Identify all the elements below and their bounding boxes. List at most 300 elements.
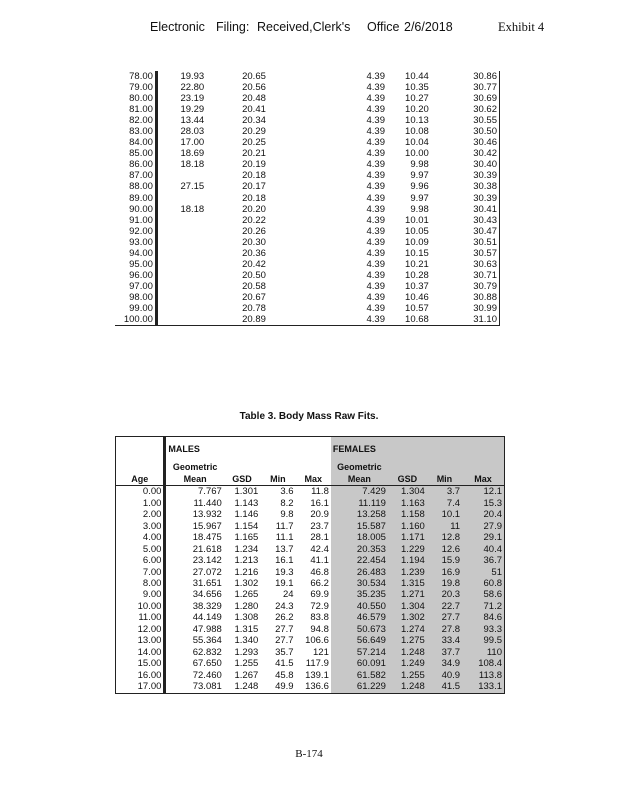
- table-row: [116, 578, 505, 589]
- table-row: [116, 555, 505, 566]
- table-row: [116, 498, 505, 509]
- table-cell: 1.163: [388, 498, 427, 509]
- table-cell: 4.39: [366, 314, 385, 326]
- table-cell: 20.353: [331, 544, 388, 555]
- table-cell: 1.301: [234, 486, 259, 498]
- table-cell: 1.275: [388, 635, 427, 646]
- table-cell: 20.78: [242, 303, 266, 314]
- table-cell: 10.13: [405, 115, 429, 127]
- table-cell: 17.00: [180, 137, 205, 149]
- table-cell: 1.248: [234, 681, 259, 693]
- table-cell: 1.267: [234, 669, 259, 681]
- table-cell: 30.86: [473, 71, 497, 83]
- table-cell: 10.57: [405, 303, 429, 314]
- table-cell: 2.00: [116, 509, 165, 520]
- table-cell: 92.00: [115, 226, 156, 237]
- table3-group-row: [116, 444, 505, 455]
- table-cell: 14.00: [116, 647, 165, 658]
- table-cell: 20.36: [242, 247, 266, 259]
- table-row: [115, 170, 500, 181]
- table-cell: 83.8: [310, 612, 329, 624]
- table-cell: 1.308: [234, 612, 259, 624]
- table-cell: 15.00: [116, 658, 165, 669]
- table-cell: 4.00: [116, 532, 165, 543]
- table-cell: 10.44: [405, 71, 429, 83]
- table-cell: 1.213: [234, 555, 259, 567]
- table-cell: 13.44: [180, 115, 205, 127]
- table-cell: 27.7: [275, 635, 294, 647]
- table-cell: 56.649: [331, 635, 388, 646]
- table-cell: 3.6: [280, 486, 294, 498]
- table-cell: 1.280: [234, 600, 259, 612]
- col-header: Min: [260, 474, 295, 486]
- table-cell: 81.00: [115, 104, 156, 115]
- table-cell: 46.8: [310, 566, 329, 578]
- table-cell: 18.18: [180, 159, 205, 171]
- table-cell: 20.18: [242, 170, 266, 182]
- table-cell: 10.09: [405, 236, 429, 248]
- table-cell: 1.160: [388, 521, 427, 532]
- table-row: [115, 82, 500, 93]
- table-cell: 20.4: [462, 509, 504, 520]
- table-cell: 15.587: [331, 521, 388, 532]
- table-cell: 7.00: [116, 567, 165, 578]
- table-cell: 88.00: [115, 181, 156, 192]
- table-cell: 20.48: [242, 93, 266, 105]
- table-cell: 85.00: [115, 148, 156, 159]
- table-cell: 4.39: [366, 225, 385, 237]
- table-cell: 11.8: [311, 486, 329, 498]
- table-cell: 18.475: [192, 532, 222, 544]
- table-cell: 30.39: [473, 192, 497, 204]
- table-cell: 37.7: [427, 647, 462, 658]
- table-cell: 4.39: [366, 148, 385, 160]
- table-row: [115, 126, 500, 137]
- table-cell: 38.329: [192, 600, 222, 612]
- table-cell: 58.6: [462, 589, 504, 600]
- table-cell: 20.25: [242, 137, 266, 149]
- table-cell: 30.42: [473, 148, 497, 160]
- table-cell: 24: [282, 589, 294, 601]
- table-cell: 66.2: [310, 577, 329, 589]
- table-cell: 4.39: [366, 214, 385, 226]
- table-cell: 16.1: [310, 497, 329, 509]
- table-row: [115, 159, 500, 170]
- table-cell: 27.9: [462, 521, 504, 532]
- table-cell: 1.165: [234, 532, 259, 544]
- table3-header-row: [116, 474, 505, 486]
- table-cell: 1.255: [388, 670, 427, 681]
- table-cell: 4.39: [366, 303, 385, 314]
- table-row: [116, 509, 505, 520]
- table-cell: 27.8: [427, 624, 462, 635]
- table-cell: 9.97: [410, 192, 429, 204]
- table-cell: 41.5: [427, 681, 462, 693]
- table-cell: 24.3: [275, 600, 294, 612]
- table-cell: 100.00: [115, 314, 156, 326]
- table-cell: [156, 259, 206, 270]
- page-header: [0, 20, 618, 38]
- table-cell: 30.55: [473, 115, 497, 127]
- table-cell: 30.63: [473, 258, 497, 270]
- table-row: [115, 104, 500, 115]
- table-cell: 17.00: [116, 681, 165, 693]
- table-cell: 22.7: [427, 601, 462, 612]
- table-cell: 30.62: [473, 104, 497, 116]
- table-cell: 10.27: [405, 93, 429, 105]
- table-cell: 30.39: [473, 170, 497, 182]
- table-cell: 16.1: [275, 555, 294, 567]
- table-cell: 9.96: [410, 181, 429, 193]
- table-cell: 28.1: [310, 532, 329, 544]
- table-cell: 50.673: [331, 624, 388, 635]
- table-cell: 5.00: [116, 544, 165, 555]
- table-cell: 45.8: [275, 669, 294, 681]
- continued-data-table: [115, 71, 500, 326]
- table-cell: 4.39: [366, 291, 385, 303]
- table-cell: 20.34: [242, 115, 266, 127]
- table-cell: 9.00: [116, 589, 165, 600]
- table-cell: 11.1: [275, 532, 294, 544]
- table-cell: 1.158: [388, 509, 427, 520]
- table-cell: 117.9: [305, 658, 329, 670]
- table-cell: 139.1: [305, 669, 329, 681]
- table-cell: 4.39: [366, 269, 385, 281]
- table-cell: 8.00: [116, 578, 165, 589]
- table-cell: 1.340: [234, 635, 259, 647]
- table-cell: 13.7: [275, 543, 294, 555]
- table-row: [116, 670, 505, 681]
- table-cell: 10.1: [427, 509, 462, 520]
- table-cell: 23.19: [180, 93, 205, 105]
- table-row: [116, 647, 505, 658]
- table-row: [115, 270, 500, 281]
- table-cell: 82.00: [115, 115, 156, 126]
- table-cell: [156, 226, 206, 237]
- table-cell: 96.00: [115, 270, 156, 281]
- table-row: [116, 544, 505, 555]
- table-cell: 26.2: [275, 612, 294, 624]
- table-cell: 30.71: [473, 269, 497, 281]
- table-row: [115, 248, 500, 259]
- table-cell: 20.50: [242, 269, 266, 281]
- table-cell: 1.00: [116, 498, 165, 509]
- table-cell: [156, 193, 206, 204]
- table-cell: 1.248: [388, 681, 427, 693]
- table-cell: 108.4: [462, 658, 504, 669]
- table-cell: 1.293: [234, 646, 259, 658]
- table-cell: 10.46: [405, 291, 429, 303]
- table-cell: 30.57: [473, 247, 497, 259]
- table-cell: 20.30: [242, 236, 266, 248]
- table-row: [116, 521, 505, 532]
- table-row: [116, 486, 505, 498]
- females-geometric-label: Geometric: [331, 462, 388, 473]
- table-cell: 4.39: [366, 126, 385, 138]
- table-cell: 72.460: [192, 669, 222, 681]
- table-cell: 1.302: [388, 612, 427, 623]
- table-cell: 20.41: [242, 104, 266, 116]
- table-cell: 61.229: [331, 681, 388, 693]
- table-cell: 20.17: [242, 181, 266, 193]
- table-cell: 11.440: [193, 497, 222, 509]
- table-row: [115, 237, 500, 248]
- table-cell: 1.249: [388, 658, 427, 669]
- table-cell: 69.9: [310, 589, 329, 601]
- table-cell: [156, 215, 206, 226]
- table-row: [115, 292, 500, 303]
- table-cell: 110: [462, 647, 504, 658]
- table-cell: 23.7: [310, 520, 329, 532]
- table-cell: 83.00: [115, 126, 156, 137]
- table-cell: 80.00: [115, 93, 156, 104]
- table3-spacer-row: [116, 437, 505, 445]
- table-cell: 133.1: [462, 681, 504, 693]
- table-cell: 30.41: [473, 203, 497, 215]
- table-cell: 9.97: [410, 170, 429, 182]
- col-header: Mean: [165, 474, 224, 486]
- table-cell: 97.00: [115, 281, 156, 292]
- table-cell: 20.29: [242, 126, 266, 138]
- table-cell: 4.39: [366, 137, 385, 149]
- table-cell: 20.9: [310, 509, 329, 521]
- header-received: Received,Clerk's: [257, 20, 351, 34]
- table-row: [115, 204, 500, 215]
- table-cell: 1.154: [234, 520, 259, 532]
- table-cell: 15.3: [462, 498, 504, 509]
- table-cell: 87.00: [115, 170, 156, 181]
- table-cell: 19.8: [427, 578, 462, 589]
- table-cell: 7.767: [198, 486, 222, 498]
- table-cell: 51: [462, 567, 504, 578]
- table-cell: 4.39: [366, 82, 385, 94]
- table-cell: 99.00: [115, 303, 156, 314]
- table-row: [115, 215, 500, 226]
- table-row: [115, 281, 500, 292]
- col-header: GSD: [224, 474, 260, 486]
- table-cell: [156, 281, 206, 292]
- table-cell: 1.171: [388, 532, 427, 543]
- table-cell: 30.46: [473, 137, 497, 149]
- table-cell: 95.00: [115, 259, 156, 270]
- table-cell: 72.9: [310, 600, 329, 612]
- table-cell: 1.234: [234, 543, 259, 555]
- table-cell: 86.00: [115, 159, 156, 170]
- table-row: [115, 181, 500, 192]
- table-cell: 71.2: [462, 601, 504, 612]
- body-mass-table: [115, 436, 505, 694]
- table-cell: 10.04: [405, 137, 429, 149]
- table-cell: 35.235: [331, 589, 388, 600]
- table-cell: 9.8: [280, 509, 294, 521]
- table-cell: 1.265: [234, 589, 259, 601]
- col-header: Min: [427, 474, 462, 486]
- table-row: [115, 71, 500, 82]
- table-cell: 11.7: [275, 520, 294, 532]
- table-row: [116, 589, 505, 600]
- table3-title: Table 3. Body Mass Raw Fits.: [239, 411, 379, 422]
- males-geometric-label: Geometric: [172, 462, 218, 473]
- table-cell: 4.39: [366, 236, 385, 248]
- table-cell: 20.67: [242, 291, 266, 303]
- table-cell: 28.03: [180, 126, 205, 138]
- table-cell: 9.98: [410, 203, 429, 215]
- table-cell: 60.8: [462, 578, 504, 589]
- table-cell: 29.1: [462, 532, 504, 543]
- table-cell: 93.00: [115, 237, 156, 248]
- table-cell: 40.9: [427, 670, 462, 681]
- table-cell: 20.20: [242, 203, 266, 215]
- table-row: [115, 137, 500, 148]
- table-cell: 46.579: [331, 612, 388, 623]
- table-cell: 1.229: [388, 544, 427, 555]
- table-cell: 30.79: [473, 280, 497, 292]
- table-cell: 106.6: [305, 635, 329, 647]
- table-cell: 47.988: [192, 623, 222, 635]
- table-cell: 94.8: [310, 623, 329, 635]
- table-cell: 30.43: [473, 214, 497, 226]
- table-row: [115, 93, 500, 104]
- table-cell: 20.19: [242, 159, 266, 171]
- table-cell: 20.18: [242, 192, 266, 204]
- table-cell: 10.05: [405, 225, 429, 237]
- table-cell: 30.38: [473, 181, 497, 193]
- table3-geometric-row: [116, 462, 505, 473]
- table-cell: 16.9: [427, 567, 462, 578]
- table-row: [116, 601, 505, 612]
- table-cell: 31.651: [192, 577, 222, 589]
- table-row: [115, 193, 500, 204]
- table-row: [116, 681, 505, 693]
- table-cell: 42.4: [310, 543, 329, 555]
- table-cell: 10.21: [405, 258, 429, 270]
- table-cell: 7.4: [427, 498, 462, 509]
- table-cell: 36.7: [462, 555, 504, 566]
- table-cell: 20.26: [242, 225, 266, 237]
- table-cell: 19.93: [180, 71, 205, 83]
- table-cell: 1.255: [234, 658, 259, 670]
- table-cell: 136.6: [305, 681, 329, 693]
- table-cell: 62.832: [192, 646, 222, 658]
- table-cell: 31.10: [473, 314, 497, 326]
- table-cell: 40.4: [462, 544, 504, 555]
- table-row: [116, 567, 505, 578]
- table-cell: 4.39: [366, 104, 385, 116]
- table-cell: 30.88: [473, 291, 497, 303]
- table-cell: 27.072: [192, 566, 222, 578]
- col-header: Max: [296, 474, 331, 486]
- table-cell: 1.302: [234, 577, 259, 589]
- table-cell: [156, 303, 206, 314]
- table-cell: 1.216: [234, 566, 259, 578]
- table-cell: 3.7: [427, 486, 462, 498]
- table-cell: 35.7: [275, 646, 294, 658]
- table-cell: 11.119: [331, 498, 388, 509]
- table-cell: 30.69: [473, 93, 497, 105]
- table-cell: 27.7: [275, 623, 294, 635]
- table-cell: 44.149: [192, 612, 222, 624]
- table-cell: 10.35: [405, 82, 429, 94]
- table-cell: 40.550: [331, 601, 388, 612]
- table-cell: 1.274: [388, 624, 427, 635]
- table-cell: 4.39: [366, 115, 385, 127]
- page-number: B-174: [295, 748, 323, 760]
- table-cell: 10.28: [405, 269, 429, 281]
- table-cell: 27.15: [180, 181, 205, 193]
- table-cell: 22.80: [180, 82, 205, 94]
- table-row: [116, 658, 505, 669]
- table-cell: 1.194: [388, 555, 427, 566]
- table-cell: 30.47: [473, 225, 497, 237]
- table-cell: 1.239: [388, 567, 427, 578]
- table-cell: 33.4: [427, 635, 462, 646]
- table-cell: 18.005: [331, 532, 388, 543]
- table-cell: 94.00: [115, 248, 156, 259]
- header-filing: Filing:: [216, 20, 250, 34]
- header-office: Office: [367, 20, 400, 34]
- table-cell: 27.7: [427, 612, 462, 623]
- females-label: FEMALES: [331, 444, 505, 455]
- table-cell: 13.258: [331, 509, 388, 520]
- header-electronic: Electronic: [150, 20, 205, 34]
- table-cell: 90.00: [115, 204, 156, 215]
- table-cell: 1.146: [234, 509, 259, 521]
- header-date: 2/6/2018: [404, 20, 453, 34]
- table-cell: [156, 292, 206, 303]
- table-cell: 30.99: [473, 303, 497, 314]
- table-cell: 4.39: [366, 192, 385, 204]
- table-cell: 60.091: [331, 658, 388, 669]
- table-cell: 20.3: [427, 589, 462, 600]
- table-cell: 4.39: [366, 258, 385, 270]
- table-cell: 4.39: [366, 181, 385, 193]
- table-cell: 79.00: [115, 82, 156, 93]
- table-cell: [156, 248, 206, 259]
- table-cell: 1.143: [234, 497, 259, 509]
- table-cell: 10.01: [405, 214, 429, 226]
- age-header: Age: [116, 474, 165, 486]
- table-cell: 15.967: [192, 520, 222, 532]
- table-cell: 1.315: [234, 623, 259, 635]
- table-cell: [156, 270, 206, 281]
- table-cell: 21.618: [192, 543, 222, 555]
- table-cell: 84.00: [115, 137, 156, 148]
- table-cell: 10.37: [405, 280, 429, 292]
- table-cell: 55.364: [192, 635, 222, 647]
- table-cell: 61.582: [331, 670, 388, 681]
- table-cell: 1.248: [388, 647, 427, 658]
- table-cell: 67.650: [192, 658, 222, 670]
- table-cell: 13.932: [192, 509, 222, 521]
- table-cell: 12.1: [462, 486, 504, 498]
- table-cell: 6.00: [116, 555, 165, 566]
- table-cell: 1.304: [388, 601, 427, 612]
- table-row: [115, 303, 500, 314]
- table-row: [116, 624, 505, 635]
- table-cell: 30.40: [473, 159, 497, 171]
- table-cell: 22.454: [331, 555, 388, 566]
- table-cell: 11.00: [116, 612, 165, 623]
- table-cell: 10.00: [116, 601, 165, 612]
- table-cell: 9.98: [410, 159, 429, 171]
- table-cell: 10.20: [405, 104, 429, 116]
- table-cell: 3.00: [116, 521, 165, 532]
- table-cell: 19.1: [275, 577, 294, 589]
- table-cell: [156, 170, 206, 181]
- table-cell: 20.56: [242, 82, 266, 94]
- table-cell: 20.22: [242, 214, 266, 226]
- table-cell: 4.39: [366, 280, 385, 292]
